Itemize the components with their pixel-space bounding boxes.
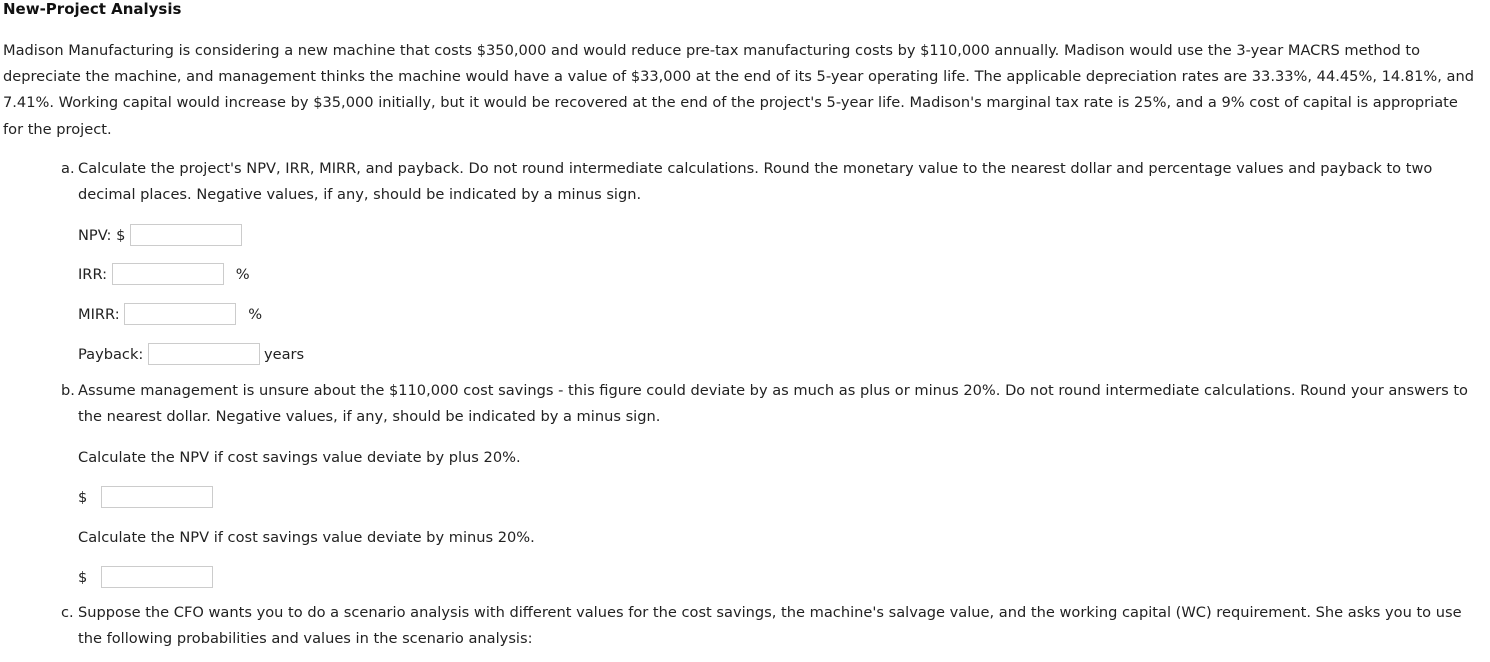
irr-row <box>78 262 250 286</box>
part-c-label: c. <box>61 604 74 621</box>
mirr-input[interactable] <box>124 303 236 325</box>
problem-description: Madison Manufacturing is considering a new machine that costs $350,000 and would reduce pre-tax manufacturing costs by $110,000 annually. Madison would use the 3-year MACRS method to depreciate the machine, and management thinks the machine would have a value of $33,000 at the end of its 5-year operating life. The applicable depreciation rates are 33.33%, 44.45%, 14.81%, and 7.41%. Working capital would increase by $35,000 initially, but it would be recovered at the end of the project's 5-year life. Madison's marginal tax rate is 25%, and a 9% cost of capital is appropriate for the project. <box>3 42 1474 138</box>
page-title: New-Project Analysis <box>3 0 182 18</box>
part-a-label: a. <box>61 160 75 177</box>
minus-prompt: Calculate the NPV if cost savings value deviate by minus 20%. <box>78 528 535 546</box>
npv-minus-20-input[interactable] <box>101 566 213 588</box>
mirr-unit: % <box>248 305 263 323</box>
part-b-instructions: Assume management is unsure about the $110,000 cost savings - this figure could deviate by as much as plus or minus 20%. Do not round intermediate calculations. Round your answers to the nearest dollar. Negative values, if any, should be indicated by a minus sign. <box>78 382 1468 425</box>
npv-input[interactable] <box>130 224 242 246</box>
payback-row <box>78 342 304 366</box>
irr-label: IRR: <box>78 265 108 283</box>
mirr-row <box>78 302 262 326</box>
minus-currency: $ <box>78 568 88 586</box>
plus-prompt: Calculate the NPV if cost savings value deviate by plus 20%. <box>78 448 521 466</box>
part-b <box>61 378 1481 430</box>
part-b-label: b. <box>61 382 75 399</box>
plus-currency: $ <box>78 488 88 506</box>
payback-unit: years <box>263 345 305 363</box>
plus-row <box>78 485 213 509</box>
part-a <box>61 156 1481 208</box>
npv-plus-20-input[interactable] <box>101 486 213 508</box>
mirr-label: MIRR: <box>78 305 120 323</box>
part-c-instructions: Suppose the CFO wants you to do a scenario analysis with different values for the cost savings, the machine's salvage value, and the working capital (WC) requirement. She asks you to use the following probabilities and values in the scenario analysis: <box>78 604 1462 647</box>
irr-input[interactable] <box>112 263 224 285</box>
part-c <box>61 600 1481 652</box>
npv-label: NPV: $ <box>78 226 126 244</box>
payback-label: Payback: <box>78 345 144 363</box>
part-a-instructions: Calculate the project's NPV, IRR, MIRR, and payback. Do not round intermediate calculations. Round the monetary value to the nearest dollar and percentage values and payback to two decimal places. Negative values, if any, should be indicated by a minus sign. <box>78 160 1433 203</box>
payback-input[interactable] <box>148 343 260 365</box>
minus-row <box>78 565 213 589</box>
npv-row <box>78 223 242 247</box>
irr-unit: % <box>235 265 250 283</box>
